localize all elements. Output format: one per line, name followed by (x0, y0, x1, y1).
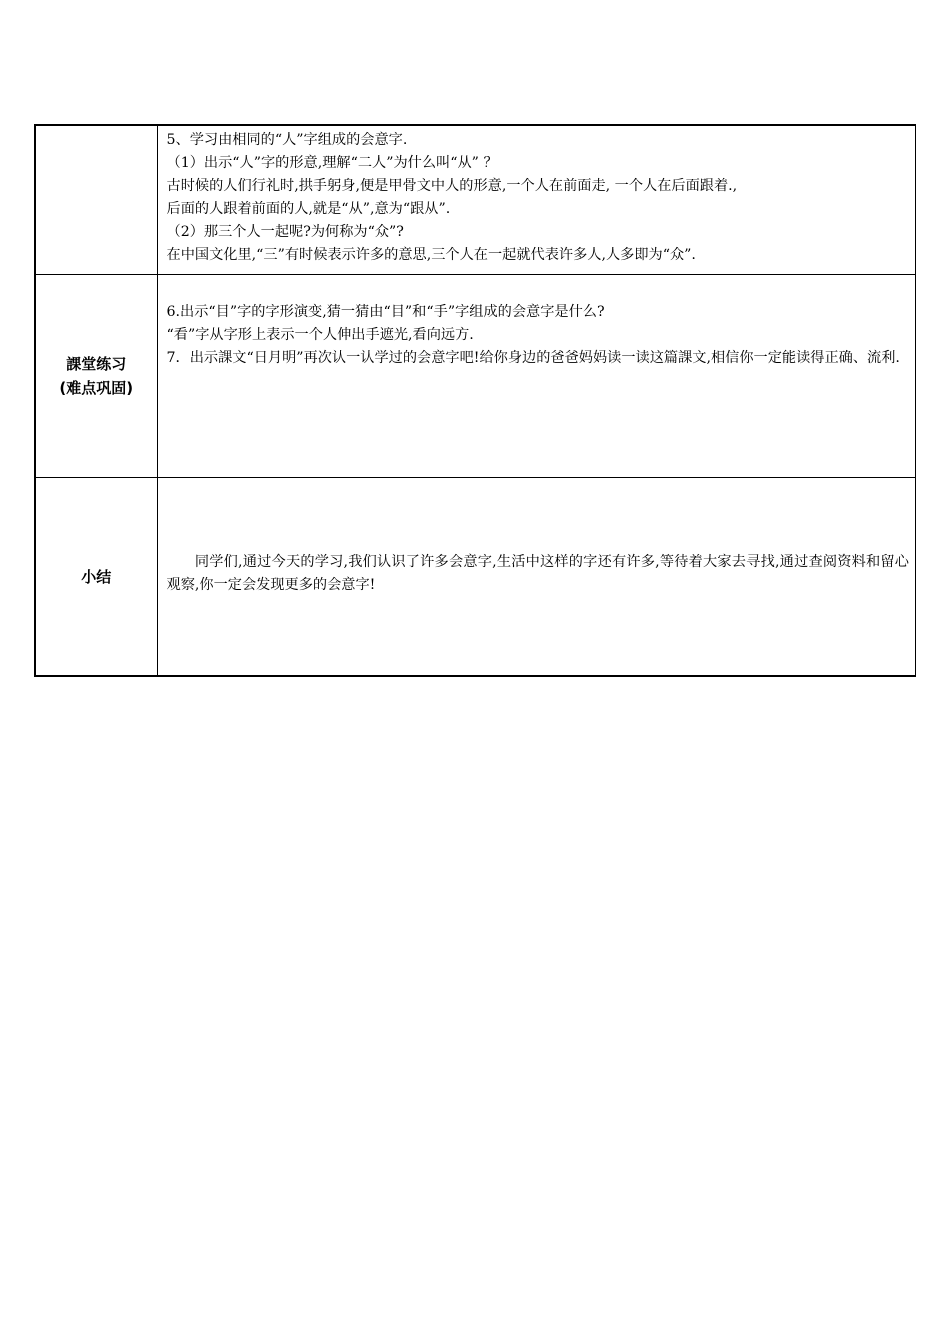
table-row (35, 275, 916, 478)
table-row (35, 478, 916, 677)
text-line: （2）那三个人一起呢?为何称为“众”? (166, 224, 404, 240)
text-line: 5、学习由相同的“人”字组成的会意字. (166, 132, 408, 148)
text-line: 7．出示課文“日月明”再次认一认学过的会意字吧!给你身边的爸爸妈妈读一读这篇課文,相信你一定能读得正确、流利. (166, 350, 900, 366)
content-cell-summary (157, 478, 916, 677)
row-label-empty (35, 125, 157, 275)
table-row (35, 125, 916, 275)
text-line: 后面的人跟着前面的人,就是“从”,意为“跟从”. (166, 201, 451, 217)
row-label-practice-title: 課堂练习 (66, 355, 127, 373)
text-line: “看”字从字形上表示一个人伸出手遮光,看向远方. (166, 327, 474, 343)
lesson-plan-table (34, 124, 916, 677)
text-line: 古时候的人们行礼时,拱手躬身,便是甲骨文中人的形意,一个人在前面走, 一个人在后面跟着., (166, 178, 738, 194)
row-label-summary: 小结 (35, 478, 157, 677)
text-line: （1）出示“人”字的形意,理解“二人”为什么叫“从” ？ (166, 155, 498, 171)
summary-paragraph: 同学们,通过今天的学习,我们认识了许多会意字,生活中这样的字还有许多,等待着大家去寻找,通过查阅资料和留心观察,你一定会发现更多的会意字! (166, 554, 909, 593)
row-label-practice-subtitle: (难点巩固) (59, 379, 134, 397)
content-cell-practice (157, 275, 916, 478)
text-line: 6.出示“目”字的字形演变,猜一猜由“目”和“手”字组成的会意字是什么? (166, 304, 605, 320)
row-label-practice (35, 275, 157, 478)
text-line: 在中国文化里,“三”有时候表示许多的意思,三个人在一起就代表许多人,人多即为“众”. (166, 247, 696, 263)
content-cell-learning (157, 125, 916, 275)
